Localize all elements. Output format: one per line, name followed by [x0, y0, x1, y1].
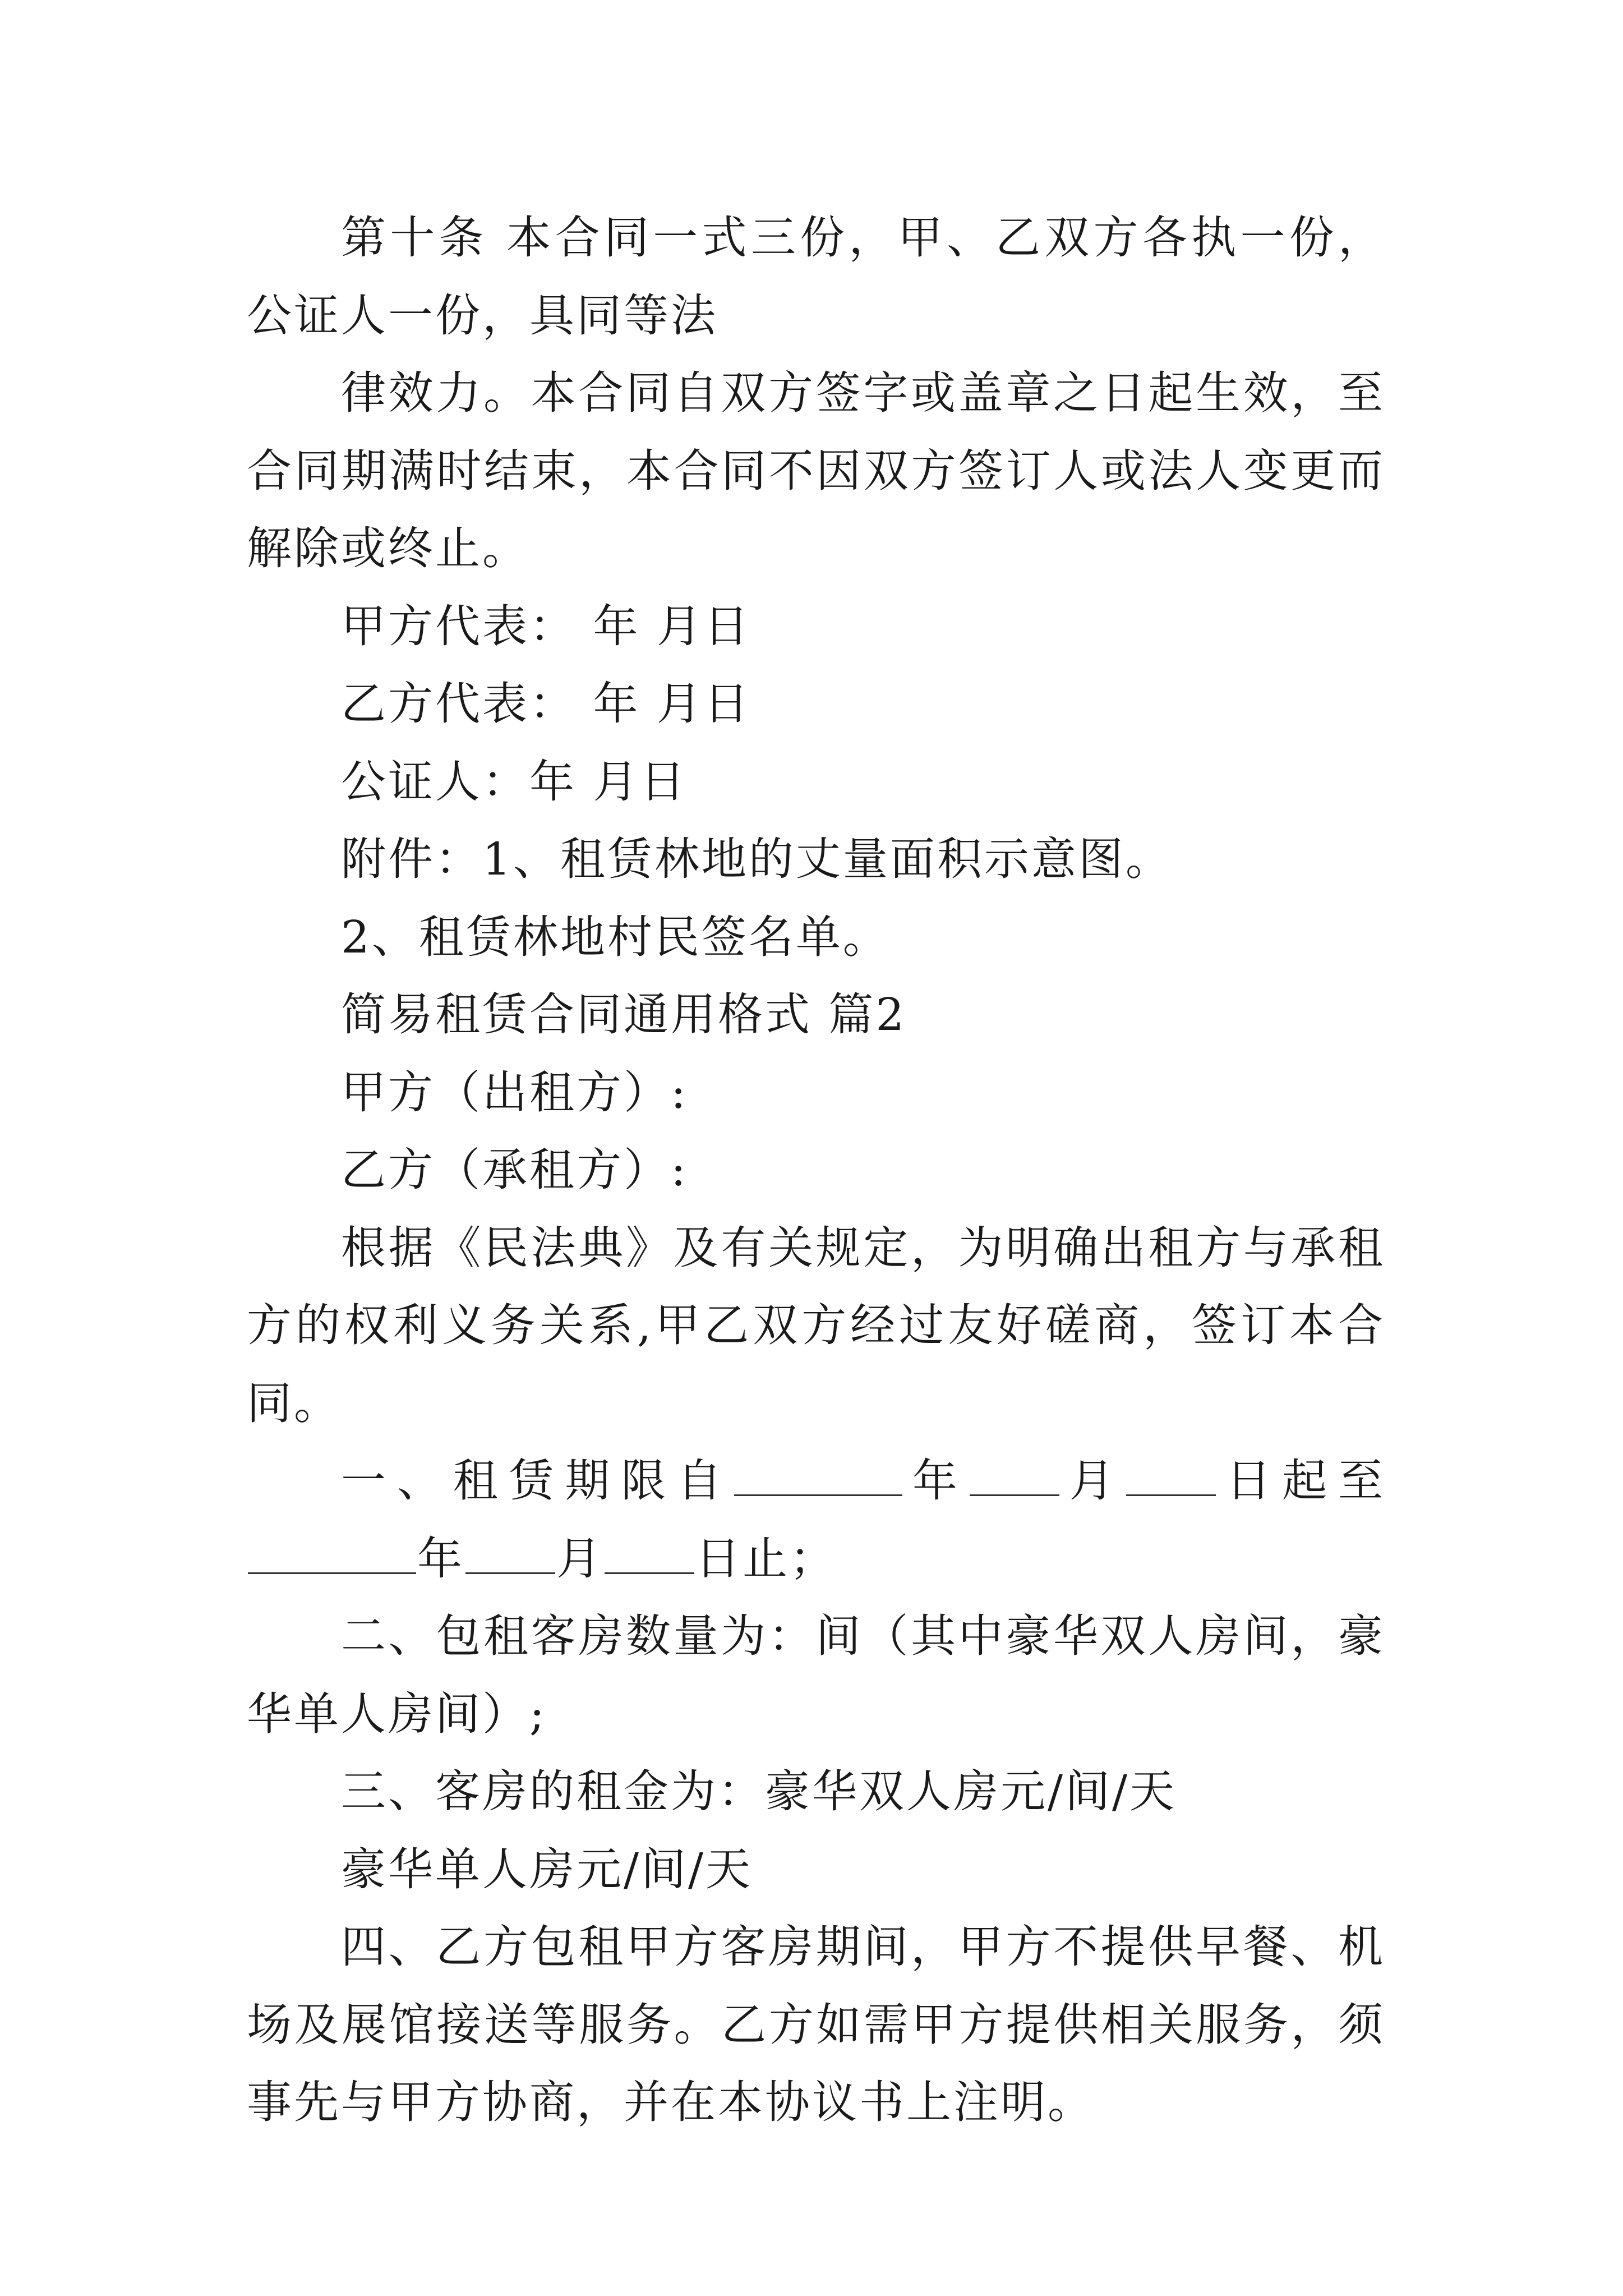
blank-end-day — [605, 1538, 694, 1574]
paragraph-attachment-1: 附件：1、租赁林地的丈量面积示意图。 — [341, 833, 1173, 885]
paragraph-preamble: 根据《民法典》及有关规定，为明确出租方与承租方的权利义务关系,甲乙双方经过友好磋商，签订本合同。 — [247, 1221, 1385, 1429]
paragraph-rent-single: 豪华单人房元/间/天 — [341, 1843, 753, 1895]
term-year-2: 年 — [417, 1532, 464, 1585]
paragraph-party-b-rep: 乙方代表： 年 月日 — [341, 678, 751, 730]
paragraph-legal-effect: 律效力。本合同自双方签字或盖章之日起生效，至合同期满时结束，本合同不因双方签订人或法人变更而解除或终止。 — [247, 367, 1385, 574]
term-day-end: 日止； — [695, 1532, 837, 1585]
paragraph-party-a: 甲方（出租方）: — [341, 1066, 688, 1119]
term-prefix: 一、租赁期限自 — [341, 1455, 733, 1507]
paragraph-article-ten: 第十条 本合同一式三份，甲、乙双方各执一份，公证人一份，具同等法 — [247, 211, 1385, 342]
term-month-2: 月 — [556, 1532, 603, 1585]
paragraph-rent-double: 三、客房的租金为：豪华双人房元/间/天 — [341, 1765, 1177, 1818]
blank-end-month — [465, 1538, 555, 1574]
section-heading: 简易租赁合同通用格式 篇2 — [341, 988, 907, 1041]
paragraph-party-a-rep: 甲方代表： 年 月日 — [341, 600, 751, 652]
blank-start-year — [734, 1460, 902, 1496]
blank-end-year — [248, 1538, 416, 1574]
paragraph-lease-term — [247, 1442, 1385, 1598]
paragraph-room-count: 二、包租客房数量为：间（其中豪华双人房间，豪华单人房间）; — [247, 1610, 1385, 1740]
document-body — [247, 199, 1385, 2142]
paragraph-attachment-2: 2、租赁林地村民签名单。 — [341, 910, 890, 963]
paragraph-notary: 公证人：年 月日 — [341, 755, 688, 808]
paragraph-services: 四、乙方包租甲方客房期间，甲方不提供早餐、机场及展馆接送等服务。乙方如需甲方提供相关服务，须事先与甲方协商，并在本协议书上注明。 — [247, 1921, 1385, 2128]
blank-start-day — [1126, 1460, 1216, 1496]
term-day-to: 日起至 — [1217, 1455, 1386, 1507]
term-month-1: 月 — [1060, 1455, 1126, 1507]
term-year-1: 年 — [903, 1455, 969, 1507]
paragraph-party-b: 乙方（承租方）: — [341, 1144, 688, 1196]
blank-start-month — [970, 1460, 1059, 1496]
